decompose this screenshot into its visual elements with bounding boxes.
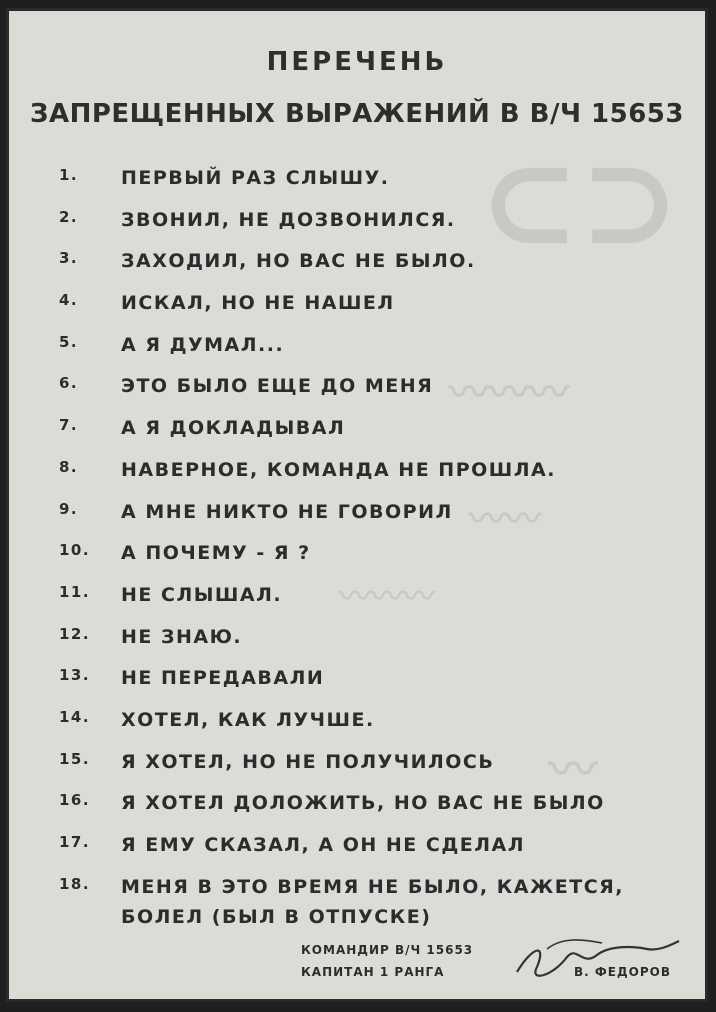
list-item — [59, 872, 699, 932]
item-number: 14. — [59, 707, 91, 726]
item-number: 15. — [59, 749, 91, 768]
item-number: 17. — [59, 833, 91, 851]
item-number: 10. — [59, 541, 91, 560]
item-number: 2. — [59, 207, 79, 226]
item-text: А ПОЧЕМУ - Я ? — [121, 542, 311, 565]
item-number: 12. — [59, 624, 91, 643]
list-item — [59, 246, 699, 288]
list-item — [59, 705, 699, 747]
item-number: 5. — [59, 332, 79, 351]
commander-title: КОМАНДИР В/Ч 15653 — [301, 943, 474, 957]
item-number: 18. — [59, 874, 91, 893]
list-item — [59, 163, 699, 205]
item-text: ЗВОНИЛ, НЕ ДОЗВОНИЛСЯ. — [121, 208, 456, 231]
item-number: 8. — [59, 457, 79, 476]
list-item — [59, 538, 699, 580]
list-item — [59, 747, 699, 789]
forbidden-phrases-list — [59, 163, 699, 932]
item-text: ИСКАЛ, НО НЕ НАШЕЛ — [121, 292, 395, 315]
item-text: НАВЕРНОЕ, КОМАНДА НЕ ПРОШЛА. — [121, 458, 556, 481]
item-text: Я ХОТЕЛ, НО НЕ ПОЛУЧИЛОСЬ — [121, 750, 495, 773]
item-number: 3. — [59, 249, 79, 268]
item-text: А МНЕ НИКТО НЕ ГОВОРИЛ — [121, 500, 453, 523]
item-text: А Я ДОКЛАДЫВАЛ — [121, 417, 346, 440]
list-item — [59, 330, 699, 372]
item-text: НЕ СЛЫШАЛ. — [121, 583, 283, 606]
document-title: ПЕРЕЧЕНЬ — [266, 47, 448, 77]
item-text: ЭТО БЫЛО ЕЩЕ ДО МЕНЯ — [121, 375, 434, 398]
item-text: ЗАХОДИЛ, НО ВАС НЕ БЫЛО. — [121, 250, 476, 273]
item-text: ПЕРВЫЙ РАЗ СЛЫШУ. — [121, 167, 390, 189]
commander-rank: КАПИТАН 1 РАНГА — [301, 965, 445, 979]
item-number: 13. — [59, 666, 91, 685]
item-text: ХОТЕЛ, КАК ЛУЧШЕ. — [121, 708, 375, 731]
item-number: 1. — [59, 166, 79, 184]
commander-name: В. ФЕДОРОВ — [573, 965, 671, 979]
list-item — [59, 413, 699, 455]
background-bleed-mark: 〰〰〰 — [449, 369, 569, 416]
background-bleed-mark: 〰〰 — [469, 498, 542, 540]
document-sheet — [6, 8, 708, 1002]
item-number: 6. — [59, 374, 79, 393]
handwritten-signature-icon — [507, 927, 687, 987]
background-bleed-mark: 〰 — [549, 742, 598, 798]
item-number: 7. — [59, 416, 79, 435]
list-item — [59, 455, 699, 497]
item-number: 9. — [59, 499, 79, 518]
item-text: Я ЕМУ СКАЗАЛ, А ОН НЕ СДЕЛАЛ — [121, 834, 525, 856]
item-text: НЕ ПЕРЕДАВАЛИ — [121, 667, 325, 690]
list-item — [59, 830, 699, 872]
document-subtitle: ЗАПРЕЩЕННЫХ ВЫРАЖЕНИЙ В В/Ч 15653 — [29, 99, 684, 129]
background-bleed-mark: ⊂⊃ — [479, 131, 681, 272]
item-text: Я ХОТЕЛ ДОЛОЖИТЬ, НО ВАС НЕ БЫЛО — [121, 792, 605, 815]
item-number: 4. — [59, 291, 79, 310]
list-item — [59, 497, 699, 539]
item-text: НЕ ЗНАЮ. — [121, 625, 243, 648]
list-item — [59, 288, 699, 330]
list-item — [59, 580, 699, 622]
list-item — [59, 788, 699, 830]
item-text: МЕНЯ В ЭТО ВРЕМЯ НЕ БЫЛО, КАЖЕТСЯ, БОЛЕЛ (БЫЛ В ОТПУСКЕ) — [121, 875, 624, 928]
list-item — [59, 205, 699, 247]
list-item — [59, 622, 699, 664]
background-bleed-mark: 〰〰〰 — [339, 577, 436, 615]
item-text: А Я ДУМАЛ... — [121, 333, 285, 356]
item-number: 16. — [59, 791, 91, 810]
item-number: 11. — [59, 582, 91, 601]
list-item — [59, 371, 699, 413]
list-item — [59, 663, 699, 705]
